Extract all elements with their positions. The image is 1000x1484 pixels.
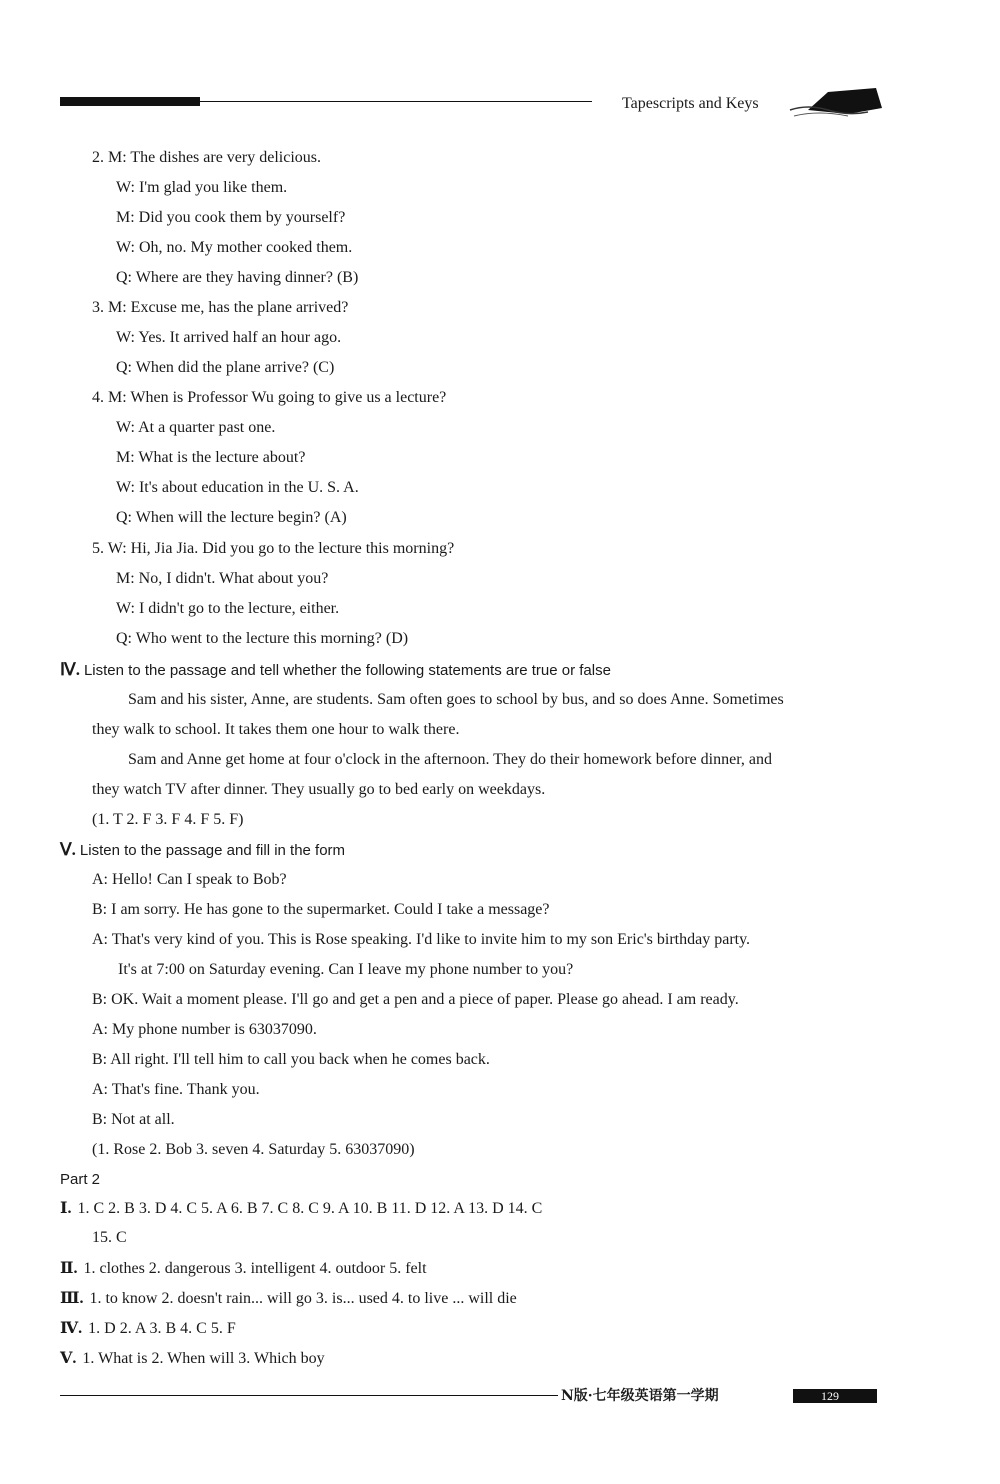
dialogue-line: B: All right. I'll tell him to call you back when he comes back. bbox=[92, 1051, 490, 1068]
dialogue-line: A: That's very kind of you. This is Rose speaking. I'd like to invite him to my son Eric's birthday party. bbox=[92, 931, 751, 948]
answer-row: Ⅱ. 1. clothes 2. dangerous 3. intelligent 4. outdoor 5. felt bbox=[60, 1260, 427, 1277]
dialogue-line: A: That's fine. Thank you. bbox=[92, 1081, 260, 1098]
paragraph-line: Sam and his sister, Anne, are students. Sam often goes to school by bus, and so does Anne. Sometimes bbox=[128, 691, 784, 708]
answer-key: (1. T 2. F 3. F 4. F 5. F) bbox=[92, 811, 244, 828]
dialogue-line: B: I am sorry. He has gone to the supermarket. Could I take a message? bbox=[92, 901, 550, 918]
dialogue-line: W: Yes. It arrived half an hour ago. bbox=[116, 329, 342, 346]
dialogue-line: It's at 7:00 on Saturday evening. Can I leave my phone number to you? bbox=[118, 961, 574, 978]
page-number: 129 bbox=[793, 1389, 877, 1403]
answer-row: Ⅲ. 1. to know 2. doesn't rain... will go 3. is... used 4. to live ... will die bbox=[60, 1290, 517, 1307]
dialogue-line: W: I didn't go to the lecture, either. bbox=[116, 600, 340, 617]
dialogue-line: Q: Who went to the lecture this morning? (D) bbox=[116, 630, 409, 647]
dialogue-line: W: Oh, no. My mother cooked them. bbox=[116, 239, 353, 256]
answer-row: Ⅴ. 1. What is 2. When will 3. Which boy bbox=[60, 1350, 325, 1367]
dialogue-line: B: Not at all. bbox=[92, 1111, 175, 1128]
header-rule-thin bbox=[200, 101, 592, 102]
dialogue-line: 4. M: When is Professor Wu going to give us a lecture? bbox=[92, 389, 447, 406]
dialogue-line: Q: When did the plane arrive? (C) bbox=[116, 359, 335, 376]
dialogue-line: Q: Where are they having dinner? (B) bbox=[116, 269, 359, 286]
dialogue-line: M: What is the lecture about? bbox=[116, 449, 306, 466]
answer-key: (1. Rose 2. Bob 3. seven 4. Saturday 5. 63037090) bbox=[92, 1141, 415, 1158]
dialogue-line: Q: When will the lecture begin? (A) bbox=[116, 509, 347, 526]
dialogue-line: 3. M: Excuse me, has the plane arrived? bbox=[92, 299, 349, 316]
paragraph-line: they watch TV after dinner. They usually go to bed early on weekdays. bbox=[92, 781, 546, 798]
footer-rule bbox=[60, 1395, 558, 1396]
section-heading: Ⅳ. Listen to the passage and tell whether the following statements are true or false bbox=[60, 660, 611, 679]
dialogue-line: M: No, I didn't. What about you? bbox=[116, 570, 329, 587]
dialogue-line: 2. M: The dishes are very delicious. bbox=[92, 149, 321, 166]
dialogue-line: B: OK. Wait a moment please. I'll go and get a pen and a piece of paper. Please go ahead. I am ready. bbox=[92, 991, 739, 1008]
dialogue-line: A: Hello! Can I speak to Bob? bbox=[92, 871, 287, 888]
dialogue-line: A: My phone number is 63037090. bbox=[92, 1021, 317, 1038]
dialogue-line: W: It's about education in the U. S. A. bbox=[116, 479, 359, 496]
paragraph-line: they walk to school. It takes them one hour to walk there. bbox=[92, 721, 460, 738]
section-heading: Ⅴ. Listen to the passage and fill in the form bbox=[60, 840, 346, 859]
header-title: Tapescripts and Keys bbox=[622, 95, 759, 112]
part-title: Part 2 bbox=[60, 1171, 101, 1188]
footer-book-title: N版·七年级英语第一学期 bbox=[561, 1388, 719, 1404]
paragraph-line: Sam and Anne get home at four o'clock in the afternoon. They do their homework before dinner, and bbox=[128, 751, 772, 768]
answer-row: Ⅰ. 1. C 2. B 3. D 4. C 5. A 6. B 7. C 8. C 9. A 10. B 11. D 12. A 13. D 14. C bbox=[60, 1200, 543, 1217]
dialogue-line: W: I'm glad you like them. bbox=[116, 179, 288, 196]
header-rule-thick bbox=[60, 97, 200, 106]
answer-row: Ⅳ. 1. D 2. A 3. B 4. C 5. F bbox=[60, 1320, 236, 1337]
dialogue-line: 5. W: Hi, Jia Jia. Did you go to the lecture this morning? bbox=[92, 540, 455, 557]
answer-row: 15. C bbox=[92, 1229, 127, 1246]
dialogue-line: W: At a quarter past one. bbox=[116, 419, 276, 436]
book-icon bbox=[788, 80, 888, 124]
dialogue-line: M: Did you cook them by yourself? bbox=[116, 209, 346, 226]
